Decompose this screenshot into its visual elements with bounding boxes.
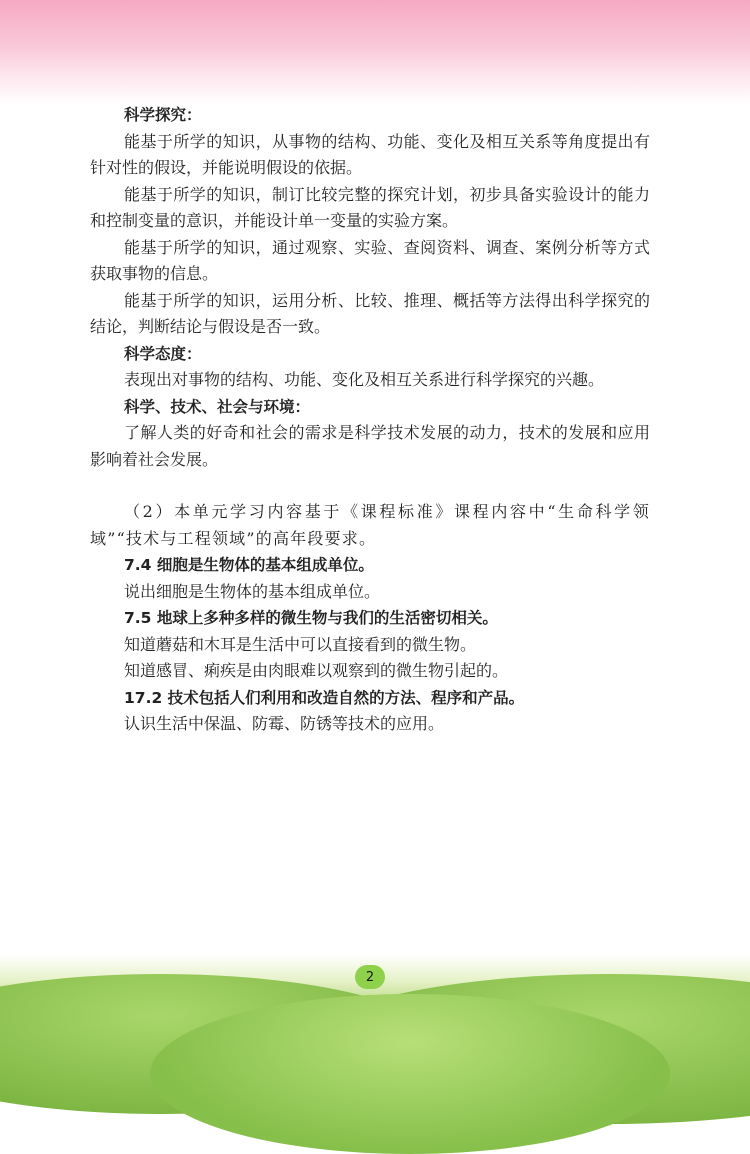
section-heading-attitude: 科学态度： (124, 344, 202, 363)
attitude-item: 表现出对事物的结构、功能、变化及相互关系进行科学探究的兴趣。 (124, 370, 605, 389)
standard-heading-17-2: 17.2 技术包括人们利用和改造自然的方法、程序和产品。 (124, 688, 525, 707)
inquiry-item: 能基于所学的知识，从事物的结构、功能、变化及相互关系等角度提出有针对性的假设，并能说明假设的依据。 (90, 131, 650, 177)
inquiry-item: 能基于所学的知识，通过观察、实验、查阅资料、调查、案例分析等方式获取事物的信息。 (90, 237, 650, 283)
standard-heading-7-5: 7.5 地球上多种多样的微生物与我们的生活密切相关。 (124, 609, 498, 627)
page-number-badge: 2 (355, 965, 385, 989)
section-heading-inquiry: 科学探究： (124, 106, 202, 124)
inquiry-item: 能基于所学的知识，制订比较完整的探究计划，初步具备实验设计的能力和控制变量的意识，并能设计单一变量的实验方案。 (90, 184, 650, 230)
standard-item: 知道感冒、痢疾是由肉眼难以观察到的微生物引起的。 (124, 661, 509, 680)
page-content (90, 102, 650, 738)
section-heading-sts: 科学、技术、社会与环境： (124, 397, 311, 416)
inquiry-item: 能基于所学的知识，运用分析、比较、推理、概括等方法得出科学探究的结论，判断结论与假设是否一致。 (90, 290, 650, 336)
hill-decoration (150, 994, 670, 1154)
standard-heading-7-4: 7.4 细胞是生物体的基本组成单位。 (124, 556, 374, 574)
header-gradient-band (0, 0, 750, 105)
standards-intro: （2）本单元学习内容基于《课程标准》课程内容中“生命科学领域”“技术与工程领域”的高年段要求。 (90, 502, 650, 548)
standard-item: 认识生活中保温、防霉、防锈等技术的应用。 (124, 714, 445, 733)
standard-item: 知道蘑菇和木耳是生活中可以直接看到的微生物。 (124, 634, 477, 654)
paragraph-gap (90, 473, 650, 499)
sts-item: 了解人类的好奇和社会的需求是科学技术发展的动力，技术的发展和应用影响着社会发展。 (90, 423, 650, 469)
standard-item: 说出细胞是生物体的基本组成单位。 (124, 581, 381, 601)
